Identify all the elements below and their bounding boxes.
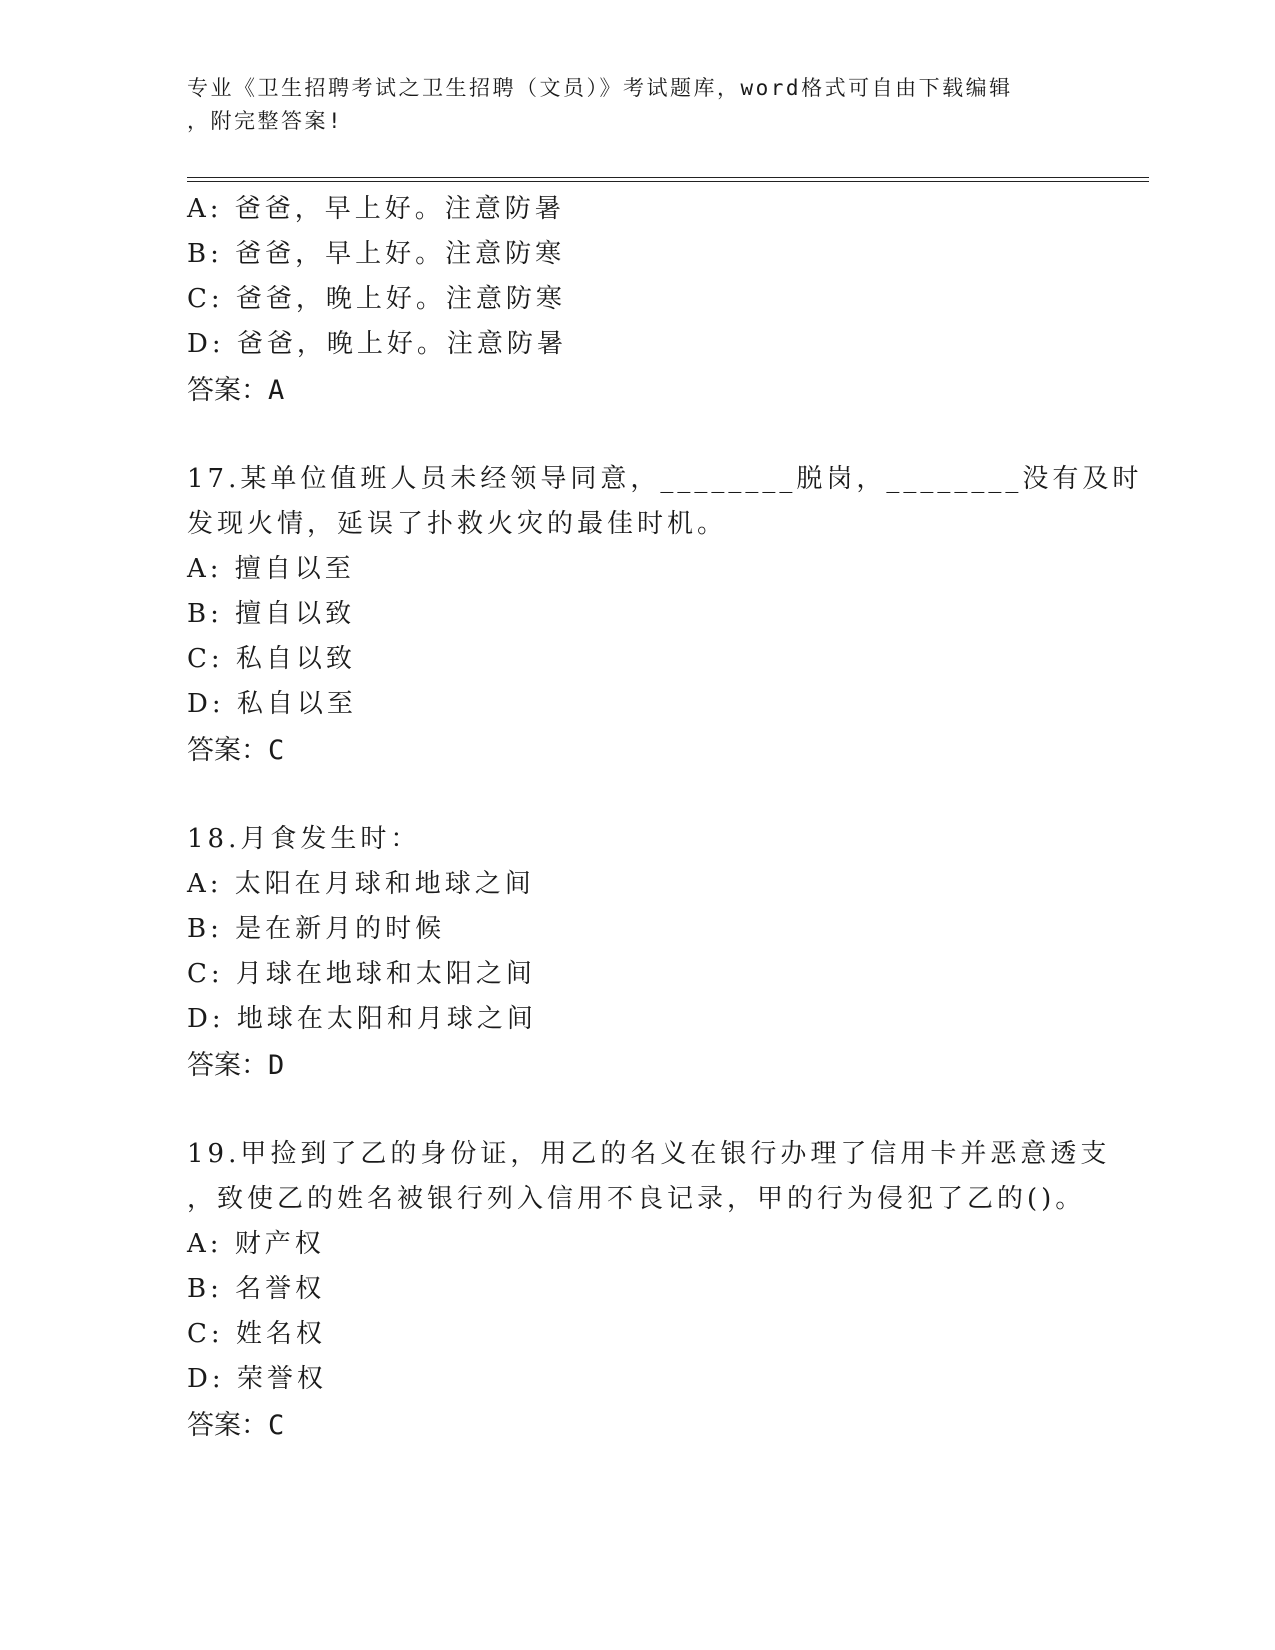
question-text-line1: 17.某单位值班人员未经领导同意，________脱岗，________没有及时: [187, 464, 1143, 494]
option-d: D: 爸爸，晚上好。注意防暑: [187, 329, 567, 359]
option-c: C: 爸爸，晚上好。注意防寒: [187, 284, 566, 314]
option-b: B: 擅自以致: [187, 599, 356, 629]
header-title-line2: ，附完整答案!: [187, 109, 344, 133]
option-b: B: 是在新月的时候: [187, 914, 446, 944]
question-text-line1: 18.月食发生时：: [187, 824, 421, 854]
answer: 答案：C: [187, 735, 285, 766]
option-c: C: 月球在地球和太阳之间: [187, 959, 536, 989]
option-a: A: 爸爸，早上好。注意防暑: [187, 194, 565, 224]
question-text-line1: 19.甲捡到了乙的身份证，用乙的名义在银行办理了信用卡并恶意透支: [187, 1139, 1111, 1169]
option-a: A: 财产权: [187, 1229, 325, 1259]
option-a: A: 擅自以至: [187, 554, 355, 584]
header-title-line1: 专业《卫生招聘考试之卫生招聘（文员）》考试题库，word格式可自由下载编辑: [187, 76, 1013, 100]
answer: 答案：A: [187, 375, 285, 406]
option-c: C: 私自以致: [187, 644, 356, 674]
option-d: D: 荣誉权: [187, 1364, 327, 1394]
header-rule-bottom: [187, 181, 1149, 182]
answer: 答案：D: [187, 1050, 285, 1081]
option-a: A: 太阳在月球和地球之间: [187, 869, 535, 899]
option-c: C: 姓名权: [187, 1319, 326, 1349]
answer: 答案：C: [187, 1410, 285, 1441]
option-b: B: 名誉权: [187, 1274, 326, 1304]
question-text-line2: 发现火情，延误了扑救火灾的最佳时机。: [187, 509, 728, 539]
question-text-line2: ，致使乙的姓名被银行列入信用不良记录，甲的行为侵犯了乙的()。: [187, 1184, 1086, 1214]
option-d: D: 私自以至: [187, 689, 357, 719]
option-d: D: 地球在太阳和月球之间: [187, 1004, 537, 1034]
header-rule-top: [187, 177, 1149, 178]
option-b: B: 爸爸，早上好。注意防寒: [187, 239, 566, 269]
